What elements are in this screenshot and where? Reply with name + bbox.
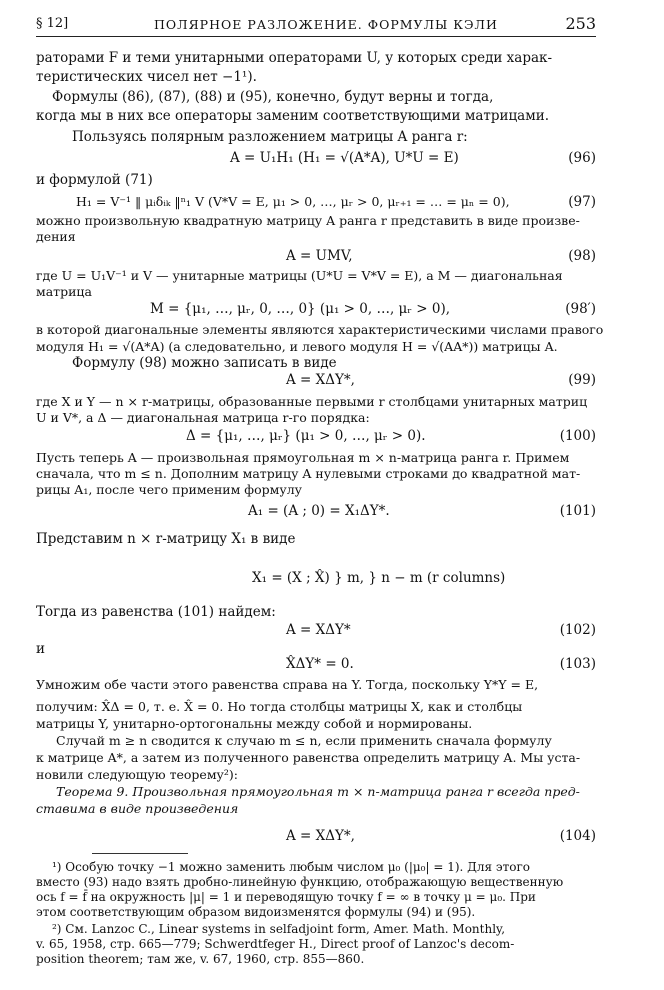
equation-103: X̂ΔY* = 0. bbox=[286, 656, 354, 672]
text-line: Формулы (86), (87), (88) и (95), конечно, будут верны и тогда, bbox=[52, 89, 494, 105]
equation-number: (103) bbox=[559, 656, 596, 672]
equation-number: (101) bbox=[559, 503, 596, 519]
footnote-line: ²) См. Lanzoc C., Linear systems in selfadjoint form, Amer. Math. Monthly, bbox=[52, 922, 506, 936]
text-line: модуля H₁ = √(A*A) (а следовательно, и левого модуля H = √(AA*)) матрицы A. bbox=[36, 339, 558, 354]
footnote-line: position theorem; там же, v. 67, 1960, стр. 855—860. bbox=[36, 952, 365, 966]
equation-104: A = XΔY*, bbox=[286, 828, 355, 844]
text-line: Случай m ≥ n сводится к случаю m ≤ n, если применить сначала формулу bbox=[56, 733, 552, 748]
running-title: ПОЛЯРНОЕ РАЗЛОЖЕНИЕ. ФОРМУЛЫ КЭЛИ bbox=[154, 17, 498, 32]
footnote-line: v. 65, 1958, стр. 665—779; Schwerdtfeger H., Direct proof of Lanzoc's decom- bbox=[36, 937, 515, 951]
text-line: Пусть теперь A — произвольная прямоугольная m × n-матрица ранга r. Примем bbox=[36, 450, 570, 465]
equation-number: (104) bbox=[559, 828, 596, 844]
equation-x1-block: X₁ = (X ; X̂) } m, } n − m (r columns) bbox=[252, 570, 506, 586]
equation-number: (102) bbox=[559, 622, 596, 638]
text-line: Представим n × r-матрицу X₁ в виде bbox=[36, 531, 296, 547]
text-line: U и V*, а Δ — диагональная матрица r-го порядка: bbox=[36, 410, 370, 425]
equation-97: H₁ = V⁻¹ ‖ μᵢδᵢₖ ‖ⁿ₁ V (V*V = E, μ₁ > 0, …, μᵣ > 0, μᵣ₊₁ = … = μₙ = 0), bbox=[76, 194, 510, 209]
section-marker: § 12] bbox=[36, 16, 69, 31]
text-line: Умножим обе части этого равенства справа на Y. Тогда, поскольку Y*Y = E, bbox=[36, 677, 539, 692]
text-line: когда мы в них все операторы заменим соответствующими матрицами. bbox=[36, 108, 550, 124]
text-line: и формулой (71) bbox=[36, 172, 153, 188]
text-line: где X и Y — n × r-матрицы, образованные первыми r столбцами унитарных матриц bbox=[36, 394, 588, 409]
equation-100: Δ = {μ₁, …, μᵣ} (μ₁ > 0, …, μᵣ > 0). bbox=[186, 428, 426, 444]
equation-number: (96) bbox=[568, 150, 596, 166]
text-line: дения bbox=[36, 229, 76, 244]
footnote-line: вместо (93) надо взять дробно-линейную функцию, отображающую вещественную bbox=[36, 875, 564, 889]
equation-98: A = UMV, bbox=[286, 248, 353, 264]
equation-number: (97) bbox=[568, 194, 596, 210]
footnote-rule bbox=[92, 853, 188, 854]
equation-101: A₁ = (A ; 0) = X₁ΔY*. bbox=[248, 503, 390, 519]
text-line: сначала, что m ≤ n. Дополним матрицу A нулевыми строками до квадратной мат- bbox=[36, 466, 581, 481]
text-line: в которой диагональные элементы являются характеристическими числами правого bbox=[36, 322, 604, 337]
text-line: рицы A₁, после чего применим формулу bbox=[36, 482, 302, 497]
text-line: где U = U₁V⁻¹ и V — унитарные матрицы (U*U = V*V = E), а M — диагональная bbox=[36, 268, 563, 283]
text-line: теристических чисел нет −1¹). bbox=[36, 69, 257, 85]
text-line: Формулу (98) можно записать в виде bbox=[72, 355, 337, 371]
footnote-line: ось f = f̄ на окружность |μ| = 1 и переводящую точку f = ∞ в точку μ = μ₀. При bbox=[36, 890, 536, 904]
text-line: новили следующую теорему²): bbox=[36, 767, 238, 782]
text-line: матрица bbox=[36, 284, 92, 299]
text-line: Тогда из равенства (101) найдем: bbox=[36, 604, 276, 620]
text-line: Пользуясь полярным разложением матрицы A ранга r: bbox=[72, 129, 468, 145]
footnote-line: ¹) Особую точку −1 можно заменить любым числом μ₀ (|μ₀| = 1). Для этого bbox=[52, 860, 530, 874]
footnote-line: этом соответствующим образом видоизменятся формулы (94) и (95). bbox=[36, 905, 476, 919]
running-header bbox=[36, 14, 596, 37]
page-number: 253 bbox=[565, 14, 596, 33]
equation-99: A = XΔY*, bbox=[286, 372, 355, 388]
equation-number: (98) bbox=[568, 248, 596, 264]
text-line: раторами F и теми унитарными операторами U, у которых среди харак- bbox=[36, 50, 553, 66]
equation-number: (99) bbox=[568, 372, 596, 388]
equation-number: (100) bbox=[559, 428, 596, 444]
text-line: к матрице A*, а затем из полученного равенства определить матрицу A. Мы уста- bbox=[36, 750, 581, 765]
equation-number: (98′) bbox=[565, 301, 596, 317]
theorem-line: ставима в виде произведения bbox=[36, 801, 239, 816]
equation-96: A = U₁H₁ (H₁ = √(A*A), U*U = E) bbox=[230, 150, 459, 166]
text-line: матрицы Y, унитарно-ортогональны между собой и нормированы. bbox=[36, 716, 473, 731]
theorem-line: Теорема 9. Произвольная прямоугольная m × n-матрица ранга r всегда пред- bbox=[56, 784, 580, 799]
equation-102: A = XΔY* bbox=[286, 622, 351, 638]
equation-98-prime: M = {μ₁, …, μᵣ, 0, …, 0} (μ₁ > 0, …, μᵣ > 0), bbox=[150, 301, 451, 317]
text-line: получим: X̂Δ = 0, т. е. X̂ = 0. Но тогда столбцы матрицы X, как и столбцы bbox=[36, 699, 523, 714]
text-line: и bbox=[36, 641, 45, 657]
text-line: можно произвольную квадратную матрицу A ранга r представить в виде произве- bbox=[36, 213, 580, 228]
